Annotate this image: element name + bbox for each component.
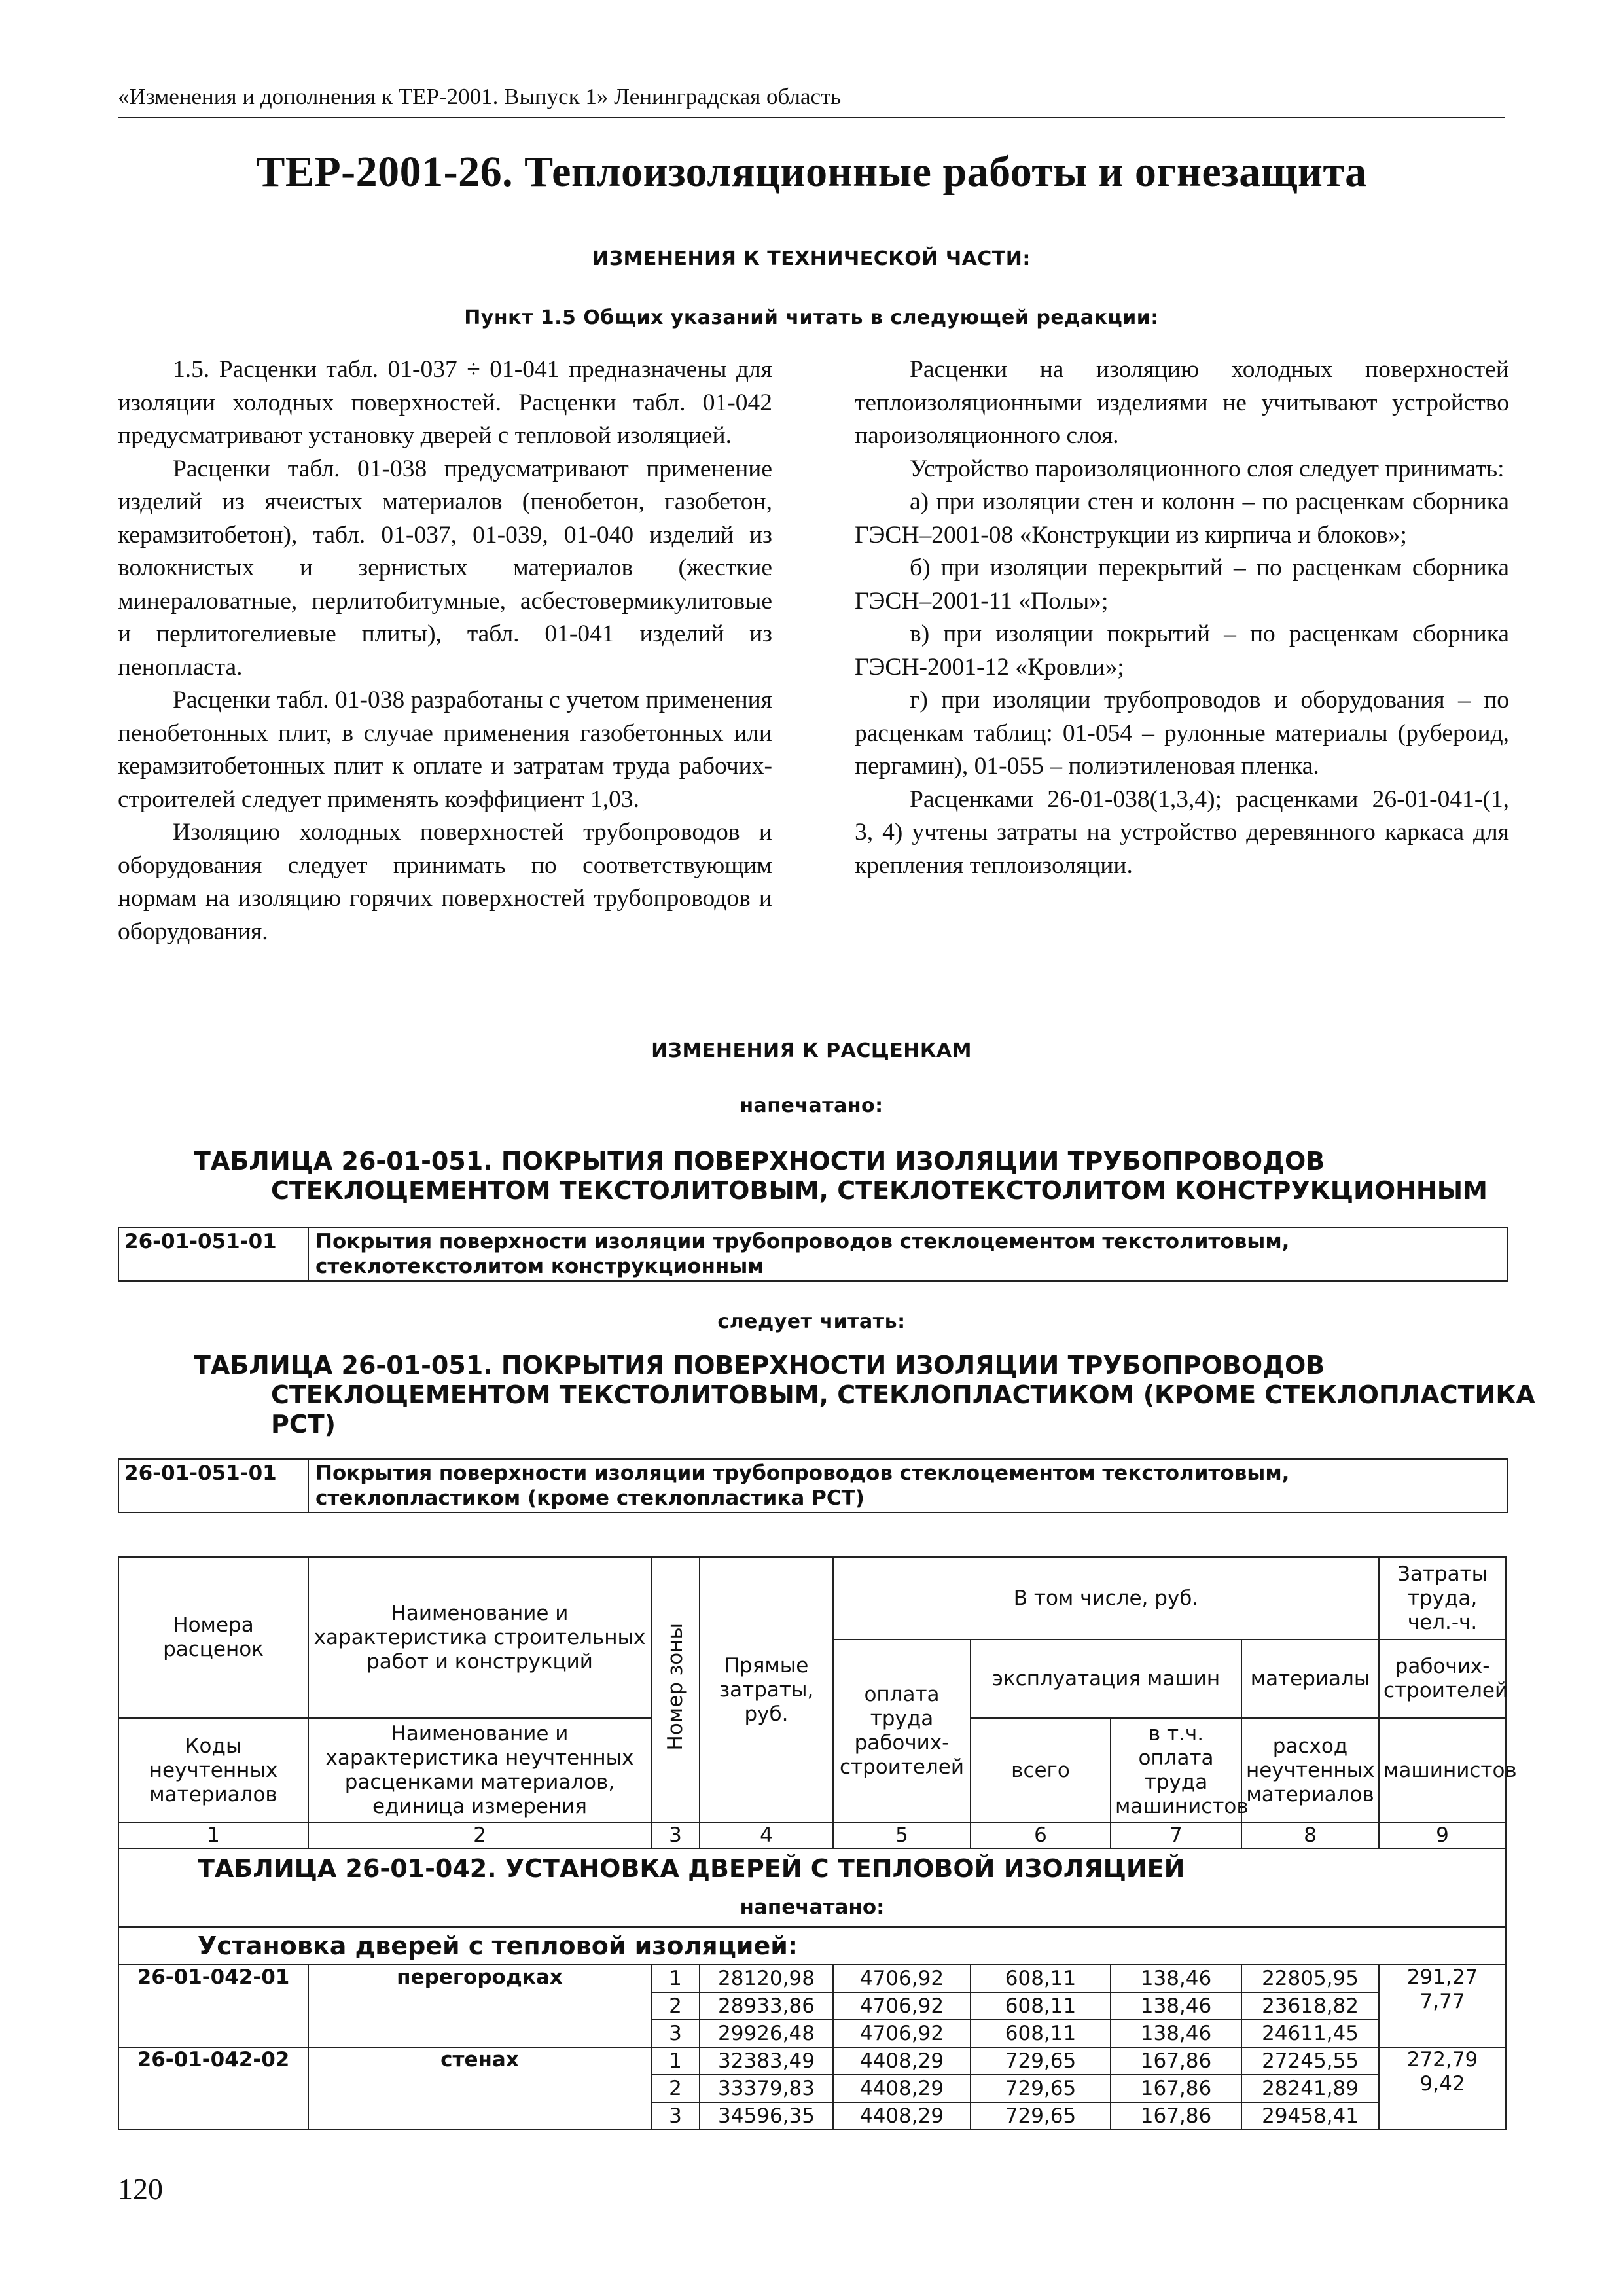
header-zone [651, 1557, 700, 1823]
printed-label: напечатано: [740, 1094, 883, 1117]
should-read-label: следует читать: [717, 1310, 906, 1333]
rate-code: 26-01-051-01 [119, 1228, 309, 1280]
paragraph: Расценки табл. 01-038 предусматривают применение изделий из ячеистых материалов (пенобетон, газобетон, керамзитобетон), табл. 01-037, 01-039, 01-040 изделий из волокнистых и зернистых материалов (жесткие минераловатные, перлитобитумные, асбестовермикулитовые и перлитогелиевые плиты), табл. 01-041 изделий из пенопласта. [118, 455, 772, 681]
header-name: Наименование и характеристика строительных работ и конструкций [308, 1557, 651, 1718]
machines: 608,11 [971, 1965, 1111, 1992]
header-workers: рабочих-строителей [1379, 1640, 1506, 1718]
col-number: 9 [1379, 1823, 1506, 1848]
zone: 2 [651, 2075, 700, 2102]
wage: 4408,29 [833, 2047, 971, 2075]
header-machinist-wage: в т.ч. оплата труда машинистов [1111, 1718, 1241, 1823]
header-materials: материалы [1241, 1640, 1379, 1718]
paragraph: Устройство пароизоляционного слоя следует принимать: [910, 455, 1505, 482]
labor-costs [1379, 2047, 1506, 2130]
materials: 28241,89 [1241, 2075, 1379, 2102]
right-column [855, 353, 1509, 882]
tech-changes-heading: ИЗМЕНЕНИЯ К ТЕХНИЧЕСКОЙ ЧАСТИ: [592, 247, 1031, 270]
materials: 27245,55 [1241, 2047, 1379, 2075]
machines: 729,65 [971, 2047, 1111, 2075]
header-wage: оплата труда рабочих-строителей [833, 1640, 971, 1823]
rate-code: 26-01-042-01 [118, 1965, 308, 2047]
col-number: 4 [700, 1823, 833, 1848]
table-row [118, 1965, 1506, 1992]
labor-machinists: 9,42 [1419, 2072, 1465, 2096]
rate-code: 26-01-051-01 [119, 1460, 309, 1512]
machinist-wage: 138,46 [1111, 2020, 1241, 2047]
rates-table [118, 1556, 1517, 2130]
col-number: 6 [971, 1823, 1111, 1848]
materials: 23618,82 [1241, 1992, 1379, 2020]
zone: 1 [651, 2047, 700, 2075]
zone: 3 [651, 2020, 700, 2047]
rates-changes-heading: ИЗМЕНЕНИЯ К РАСЦЕНКАМ [651, 1039, 972, 1062]
section-title: ТАБЛИЦА 26-01-042. УСТАНОВКА ДВЕРЕЙ С ТЕПЛОВОЙ ИЗОЛЯЦИЕЙ [118, 1848, 1506, 1889]
header-zone-text: Номер зоны [663, 1623, 687, 1751]
col-number: 1 [118, 1823, 308, 1848]
direct-costs: 33379,83 [700, 2075, 833, 2102]
col-number: 5 [833, 1823, 971, 1848]
old-rate-row [118, 1227, 1508, 1282]
col-number: 3 [651, 1823, 700, 1848]
paragraph: в) при изоляции покрытий – по расценкам сборника ГЭСН-2001-12 «Кровли»; [855, 620, 1509, 681]
zone: 2 [651, 1992, 700, 2020]
header-labor-costs: Затраты труда, чел.-ч. [1379, 1557, 1506, 1640]
header-name-materials: Наименование и характеристика неучтенных расценками материалов, единица измерения [308, 1718, 651, 1823]
rate-name: перегородках [308, 1965, 651, 2047]
col-number: 8 [1241, 1823, 1379, 1848]
header-total: всего [971, 1718, 1111, 1823]
direct-costs: 28933,86 [700, 1992, 833, 2020]
direct-costs: 32383,49 [700, 2047, 833, 2075]
rate-code: 26-01-042-02 [118, 2047, 308, 2130]
paragraph: Расценки табл. 01-038 разработаны с учетом применения пенобетонных плит, в случае применения газобетонных или керамзитобетонных плит к оплате и затратам труда рабочих-строителей следует применять коэффициент 1,03. [118, 687, 772, 813]
machines: 608,11 [971, 1992, 1111, 2020]
zone: 1 [651, 1965, 700, 1992]
rate-name: стенах [308, 2047, 651, 2130]
machines: 729,65 [971, 2102, 1111, 2130]
running-header: «Изменения и дополнения к ТЕР-2001. Выпуск 1» Ленинградская область [118, 84, 1505, 118]
materials: 29458,41 [1241, 2102, 1379, 2130]
wage: 4706,92 [833, 2020, 971, 2047]
labor-costs [1379, 1965, 1506, 2047]
wage: 4408,29 [833, 2102, 971, 2130]
left-column [118, 353, 772, 948]
new-table-title [194, 1351, 1535, 1439]
header-codes: Коды неучтенных материалов [118, 1718, 308, 1823]
materials: 24611,45 [1241, 2020, 1379, 2047]
machinist-wage: 138,46 [1111, 1965, 1241, 1992]
header-machines: эксплуатация машин [971, 1640, 1241, 1718]
old-table-title-line1: ТАБЛИЦА 26-01-051. ПОКРЫТИЯ ПОВЕРХНОСТИ ИЗОЛЯЦИИ ТРУБОПРОВОДОВ [194, 1147, 1325, 1175]
header-machinists: машинистов [1379, 1718, 1506, 1823]
header-direct-costs: Прямые затраты, руб. [700, 1557, 833, 1823]
machines: 729,65 [971, 2075, 1111, 2102]
labor-workers: 291,27 [1406, 1965, 1478, 1989]
direct-costs: 34596,35 [700, 2102, 833, 2130]
paragraph: Расценки на изоляцию холодных поверхностей теплоизоляционными изделиями не учитывают устройство пароизоляционного слоя. [855, 356, 1509, 449]
old-table-title-line2: СТЕКЛОЦЕМЕНТОМ ТЕКСТОЛИТОВЫМ, СТЕКЛОТЕКСТОЛИТОМ КОНСТРУКЦИОННЫМ [271, 1176, 1488, 1205]
wage: 4706,92 [833, 1992, 971, 2020]
paragraph: Расценками 26-01-038(1,3,4); расценками 26-01-041-(1, 3, 4) учтены затраты на устройство деревянного каркаса для крепления теплоизоляции. [855, 785, 1509, 879]
col-number: 2 [308, 1823, 651, 1848]
paragraph: 1.5. Расценки табл. 01-037 ÷ 01-041 предназначены для изоляции холодных поверхностей. Расценки табл. 01-042 предусматривают установку дверей с тепловой изоляцией. [118, 356, 772, 449]
labor-machinists: 7,77 [1419, 1990, 1465, 2013]
table-row [118, 2047, 1506, 2075]
wage: 4408,29 [833, 2075, 971, 2102]
direct-costs: 28120,98 [700, 1965, 833, 1992]
rate-description: Покрытия поверхности изоляции трубопроводов стеклоцементом текстолитовым, стеклопластиком (кроме стеклопластика РСТ) [315, 1462, 1290, 1510]
section-printed-label: напечатано: [118, 1889, 1506, 1927]
group-title: Установка дверей с тепловой изоляцией: [118, 1927, 1506, 1965]
machinist-wage: 167,86 [1111, 2047, 1241, 2075]
direct-costs: 29926,48 [700, 2020, 833, 2047]
old-table-title [194, 1147, 1535, 1206]
paragraph: г) при изоляции трубопроводов и оборудования – по расценкам таблиц: 01-054 – рулонные материалы (рубероид, пергамин), 01-055 – полиэтиленовая пленка. [855, 687, 1509, 780]
paragraph: б) при изоляции перекрытий – по расценкам сборника ГЭСН–2001-11 «Полы»; [855, 554, 1509, 615]
labor-workers: 272,79 [1406, 2048, 1478, 2072]
new-table-title-line1: ТАБЛИЦА 26-01-051. ПОКРЫТИЯ ПОВЕРХНОСТИ ИЗОЛЯЦИИ ТРУБОПРОВОДОВ [194, 1351, 1325, 1380]
paragraph: а) при изоляции стен и колонн – по расценкам сборника ГЭСН–2001-08 «Конструкции из кирпича и блоков»; [855, 488, 1509, 548]
machinist-wage: 167,86 [1111, 2075, 1241, 2102]
header-rate-numbers: Номера расценок [118, 1557, 308, 1718]
materials: 22805,95 [1241, 1965, 1379, 1992]
rate-description: Покрытия поверхности изоляции трубопроводов стеклоцементом текстолитовым, стеклотекстолитом конструкционным [315, 1230, 1290, 1278]
document-title: ТЕР-2001-26. Теплоизоляционные работы и огнезащита [256, 148, 1367, 196]
col-number: 7 [1111, 1823, 1241, 1848]
new-table-title-line2: СТЕКЛОЦЕМЕНТОМ ТЕКСТОЛИТОВЫМ, СТЕКЛОПЛАСТИКОМ (КРОМЕ СТЕКЛОПЛАСТИКА РСТ) [271, 1380, 1535, 1439]
wage: 4706,92 [833, 1965, 971, 1992]
paragraph: Изоляцию холодных поверхностей трубопроводов и оборудования следует принимать по соответствующим нормам на изоляцию горячих поверхностей трубопроводов и оборудования. [118, 819, 772, 945]
header-unaccounted-materials: расход неучтенных материалов [1241, 1718, 1379, 1823]
zone: 3 [651, 2102, 700, 2130]
machinist-wage: 138,46 [1111, 1992, 1241, 2020]
page-number: 120 [118, 2172, 163, 2206]
tech-changes-subheading: Пункт 1.5 Общих указаний читать в следующей редакции: [464, 306, 1159, 329]
machinist-wage: 167,86 [1111, 2102, 1241, 2130]
header-including: В том числе, руб. [833, 1557, 1379, 1640]
machines: 608,11 [971, 2020, 1111, 2047]
new-rate-row [118, 1458, 1508, 1513]
